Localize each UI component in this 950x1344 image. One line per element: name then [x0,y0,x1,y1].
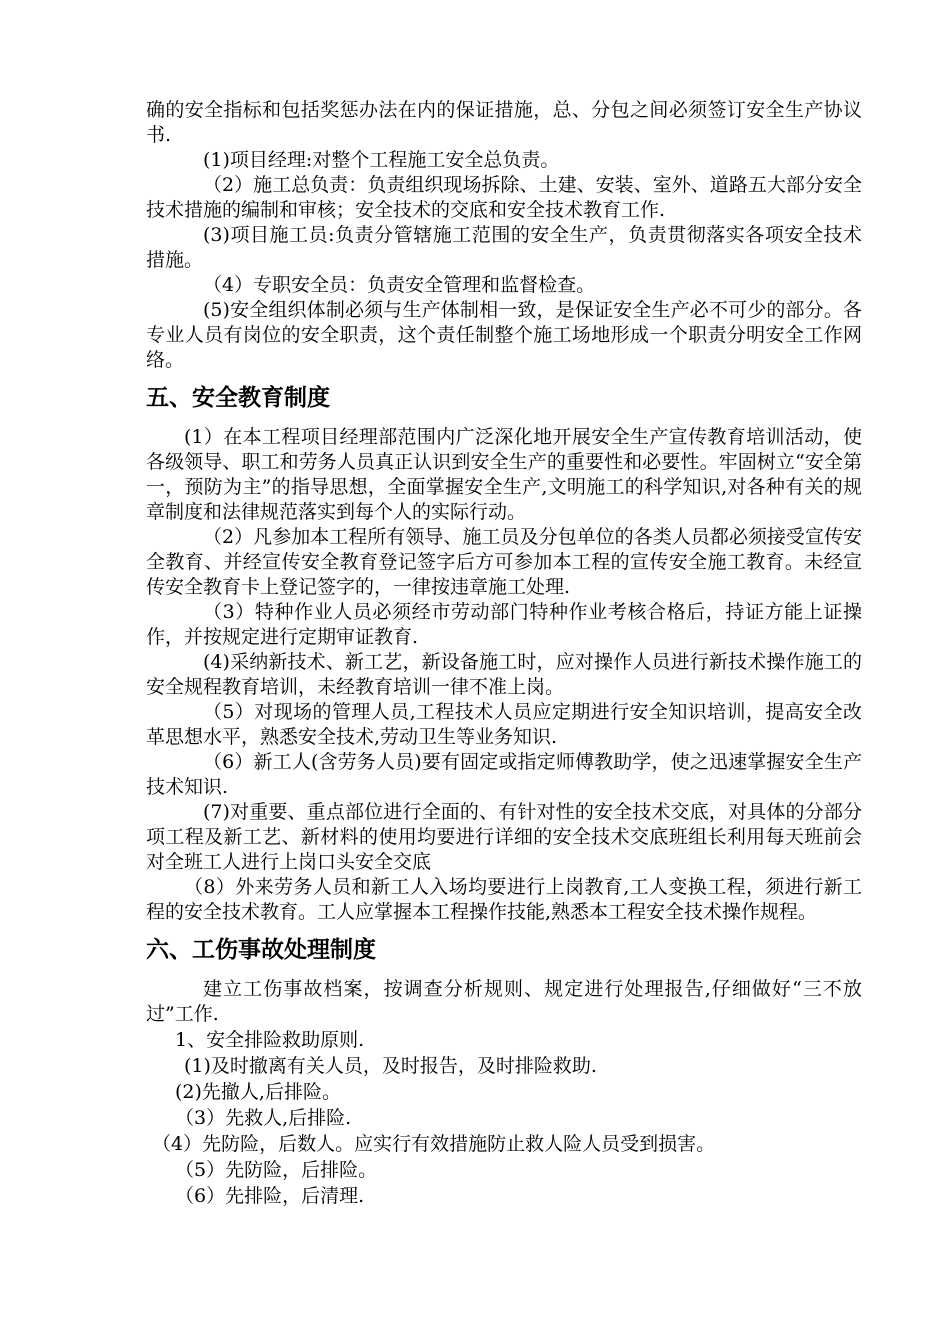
section-6-item-4: （4）先防险，后数人。应实行有效措施防止救人险人员受到损害。 [152,1133,716,1155]
intro-item-1: (1)项目经理:对整个工程施工安全总负责。 [203,149,560,171]
intro-item-4: （4）专职安全员：负责安全管理和监督检查。 [203,274,596,296]
section-6-item-6: （6）先排险，后清理. [175,1185,365,1207]
section-6-heading: 六、工伤事故处理制度 [146,937,376,963]
section-5-paragraph-2: （2）凡参加本工程所有领导、施工员及分包单位的各类人员都必须接受宣传安全教育、并经宣传安全教育登记签字后方可参加本工程的宣传安全施工教育。未经宣传安全教育卡上登记签字的，一律按违章施工处理. [146,526,862,598]
section-5-paragraph-5: （5）对现场的管理人员,工程技术人员应定期进行安全知识培训，提高安全改革思想水平，熟悉安全技术,劳动卫生等业务知识. [146,701,862,748]
section-5-paragraph-6: （6）新工人(含劳务人员)要有固定或指定师傅教助学，使之迅速掌握安全生产技术知识. [146,751,862,798]
section-6-item-1: (1)及时撤离有关人员，及时报告，及时排险救助. [184,1055,597,1077]
section-6-item-5: （5）先防险，后排险。 [175,1159,378,1181]
section-5-paragraph-3: （3）特种作业人员必须经市劳动部门特种作业考核合格后，持证方能上证操作，并按规定进行定期审证教育. [146,601,862,648]
intro-item-2: （2）施工总负责：负责组织现场拆除、土建、安装、室外、道路五大部分安全技术措施的编制和审核；安全技术的交底和安全技术教育工作. [146,174,862,221]
intro-item-5: (5)安全组织体制必须与生产体制相一致，是保证安全生产必不可少的部分。各专业人员有岗位的安全职责，这个责任制整个施工场地形成一个职责分明安全工作网络。 [146,299,862,371]
section-5-paragraph-4: (4)采纳新技术、新工艺，新设备施工时，应对操作人员进行新技术操作施工的安全规程教育培训，未经教育培训一律不准上岗。 [146,651,862,698]
intro-continuation: 确的安全指标和包括奖惩办法在内的保证措施，总、分包之间必须签订安全生产协议书. [146,99,862,146]
document-page [146,98,862,1209]
section-5-paragraph-8: （8）外来劳务人员和新工人入场均要进行上岗教育,工人变换工程，须进行新工程的安全技术教育。工人应掌握本工程操作技能,熟悉本工程安全技术操作规程。 [146,876,862,923]
section-5-paragraph-1: (1）在本工程项目经理部范围内广泛深化地开展安全生产宣传教育培训活动，使各级领导、职工和劳务人员真正认识到安全生产的重要性和必要性。牢固树立“安全第一，预防为主”的指导思想，全面掌握安全生产,文明施工的科学知识,对各种有关的规章制度和法律规范落实到每个人的实际行动。 [146,426,862,523]
intro-item-3: (3)项目施工员:负责分管辖施工范围的安全生产，负责贯彻落实各项安全技术措施。 [146,224,862,271]
section-6-intro: 建立工伤事故档案，按调查分析规则、规定进行处理报告,仔细做好“三不放过”工作. [146,978,862,1025]
section-6-subheading: 1、安全排险救助原则. [175,1029,365,1051]
section-5-paragraph-7: (7)对重要、重点部位进行全面的、有针对性的安全技术交底，对具体的分部分项工程及新工艺、新材料的使用均要进行详细的安全技术交底班组长利用每天班前会对全班工人进行上岗口头安全交底 [146,801,862,873]
section-5-heading: 五、安全教育制度 [146,385,330,411]
section-6-item-2: (2)先撤人,后排险。 [175,1081,341,1103]
section-6-item-3: （3）先救人,后排险. [175,1107,352,1129]
